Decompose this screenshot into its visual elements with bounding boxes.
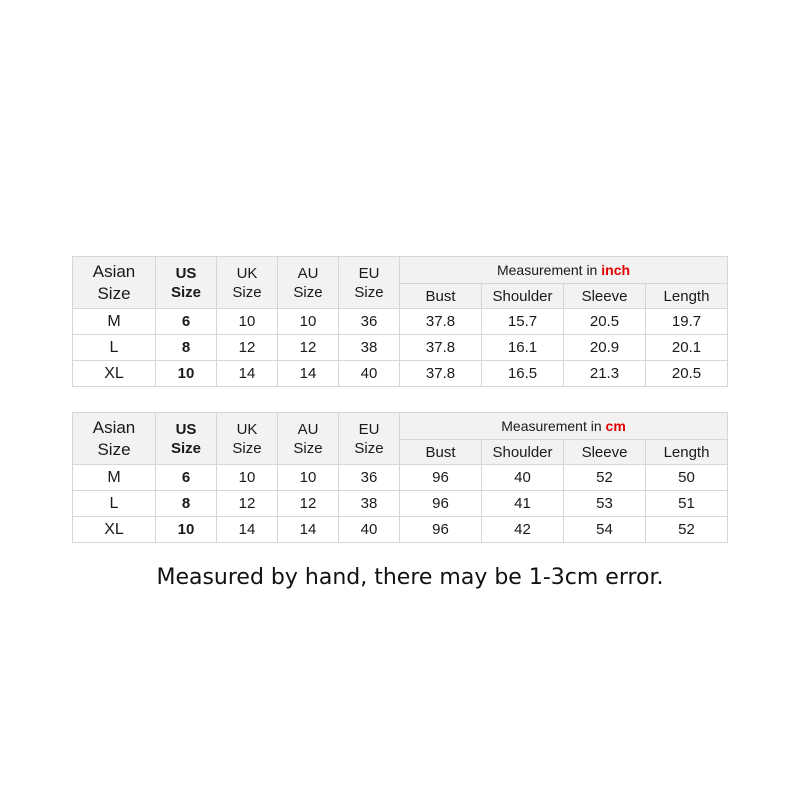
au-size-cell: 14 xyxy=(278,517,339,543)
bust-header: Bust xyxy=(400,440,482,465)
uk-size-cell: 10 xyxy=(217,465,278,491)
table-row xyxy=(73,361,728,387)
length-cell: 51 xyxy=(646,491,728,517)
asian-size-cell: L xyxy=(73,491,156,517)
asian-size-header: Asian Size xyxy=(73,257,156,309)
bust-cell: 96 xyxy=(400,491,482,517)
us-size-cell: 10 xyxy=(156,517,217,543)
sleeve-header: Sleeve xyxy=(564,440,646,465)
uk-size-cell: 12 xyxy=(217,491,278,517)
uk-size-header: UK Size xyxy=(217,257,278,309)
au-size-header: AU Size xyxy=(278,413,339,465)
uk-size-cell: 14 xyxy=(217,517,278,543)
bust-cell: 37.8 xyxy=(400,335,482,361)
asian-size-cell: L xyxy=(73,335,156,361)
shoulder-cell: 16.5 xyxy=(482,361,564,387)
unit-label: cm xyxy=(605,417,626,434)
uk-size-header: UK Size xyxy=(217,413,278,465)
length-header: Length xyxy=(646,440,728,465)
sleeve-cell: 53 xyxy=(564,491,646,517)
shoulder-cell: 40 xyxy=(482,465,564,491)
uk-size-cell: 14 xyxy=(217,361,278,387)
au-size-cell: 10 xyxy=(278,309,339,335)
uk-size-cell: 10 xyxy=(217,309,278,335)
measurement-note: Measured by hand, there may be 1-3cm error. xyxy=(156,565,664,590)
us-size-cell: 10 xyxy=(156,361,217,387)
bust-cell: 96 xyxy=(400,465,482,491)
asian-size-cell: M xyxy=(73,309,156,335)
table-row xyxy=(73,309,728,335)
asian-size-cell: M xyxy=(73,465,156,491)
us-size-cell: 6 xyxy=(156,309,217,335)
shoulder-cell: 15.7 xyxy=(482,309,564,335)
measurement-header: Measurement in cm xyxy=(400,413,728,440)
sleeve-cell: 20.9 xyxy=(564,335,646,361)
au-size-cell: 10 xyxy=(278,465,339,491)
bust-cell: 96 xyxy=(400,517,482,543)
shoulder-cell: 42 xyxy=(482,517,564,543)
sleeve-cell: 21.3 xyxy=(564,361,646,387)
sleeve-cell: 52 xyxy=(564,465,646,491)
bust-cell: 37.8 xyxy=(400,309,482,335)
au-size-cell: 12 xyxy=(278,335,339,361)
us-size-cell: 6 xyxy=(156,465,217,491)
length-cell: 52 xyxy=(646,517,728,543)
sleeve-cell: 54 xyxy=(564,517,646,543)
measurement-header: Measurement in inch xyxy=(400,257,728,284)
au-size-cell: 14 xyxy=(278,361,339,387)
length-header: Length xyxy=(646,284,728,309)
bust-cell: 37.8 xyxy=(400,361,482,387)
au-size-cell: 12 xyxy=(278,491,339,517)
size-table-cm xyxy=(72,412,728,543)
table-row xyxy=(73,465,728,491)
size-table-inch xyxy=(72,256,728,387)
eu-size-cell: 38 xyxy=(339,335,400,361)
us-size-header: US Size xyxy=(156,413,217,465)
unit-label: inch xyxy=(601,261,631,278)
eu-size-header: EU Size xyxy=(339,257,400,309)
length-cell: 20.1 xyxy=(646,335,728,361)
us-size-header: US Size xyxy=(156,257,217,309)
shoulder-cell: 41 xyxy=(482,491,564,517)
table-row xyxy=(73,491,728,517)
shoulder-header: Shoulder xyxy=(482,284,564,309)
length-cell: 50 xyxy=(646,465,728,491)
uk-size-cell: 12 xyxy=(217,335,278,361)
sleeve-header: Sleeve xyxy=(564,284,646,309)
shoulder-cell: 16.1 xyxy=(482,335,564,361)
eu-size-cell: 40 xyxy=(339,517,400,543)
length-cell: 19.7 xyxy=(646,309,728,335)
eu-size-cell: 40 xyxy=(339,361,400,387)
shoulder-header: Shoulder xyxy=(482,440,564,465)
asian-size-header: Asian Size xyxy=(73,413,156,465)
eu-size-cell: 36 xyxy=(339,465,400,491)
asian-size-cell: XL xyxy=(73,361,156,387)
au-size-header: AU Size xyxy=(278,257,339,309)
sleeve-cell: 20.5 xyxy=(564,309,646,335)
eu-size-cell: 38 xyxy=(339,491,400,517)
table-row xyxy=(73,517,728,543)
eu-size-cell: 36 xyxy=(339,309,400,335)
us-size-cell: 8 xyxy=(156,335,217,361)
length-cell: 20.5 xyxy=(646,361,728,387)
asian-size-cell: XL xyxy=(73,517,156,543)
eu-size-header: EU Size xyxy=(339,413,400,465)
table-row xyxy=(73,335,728,361)
bust-header: Bust xyxy=(400,284,482,309)
us-size-cell: 8 xyxy=(156,491,217,517)
